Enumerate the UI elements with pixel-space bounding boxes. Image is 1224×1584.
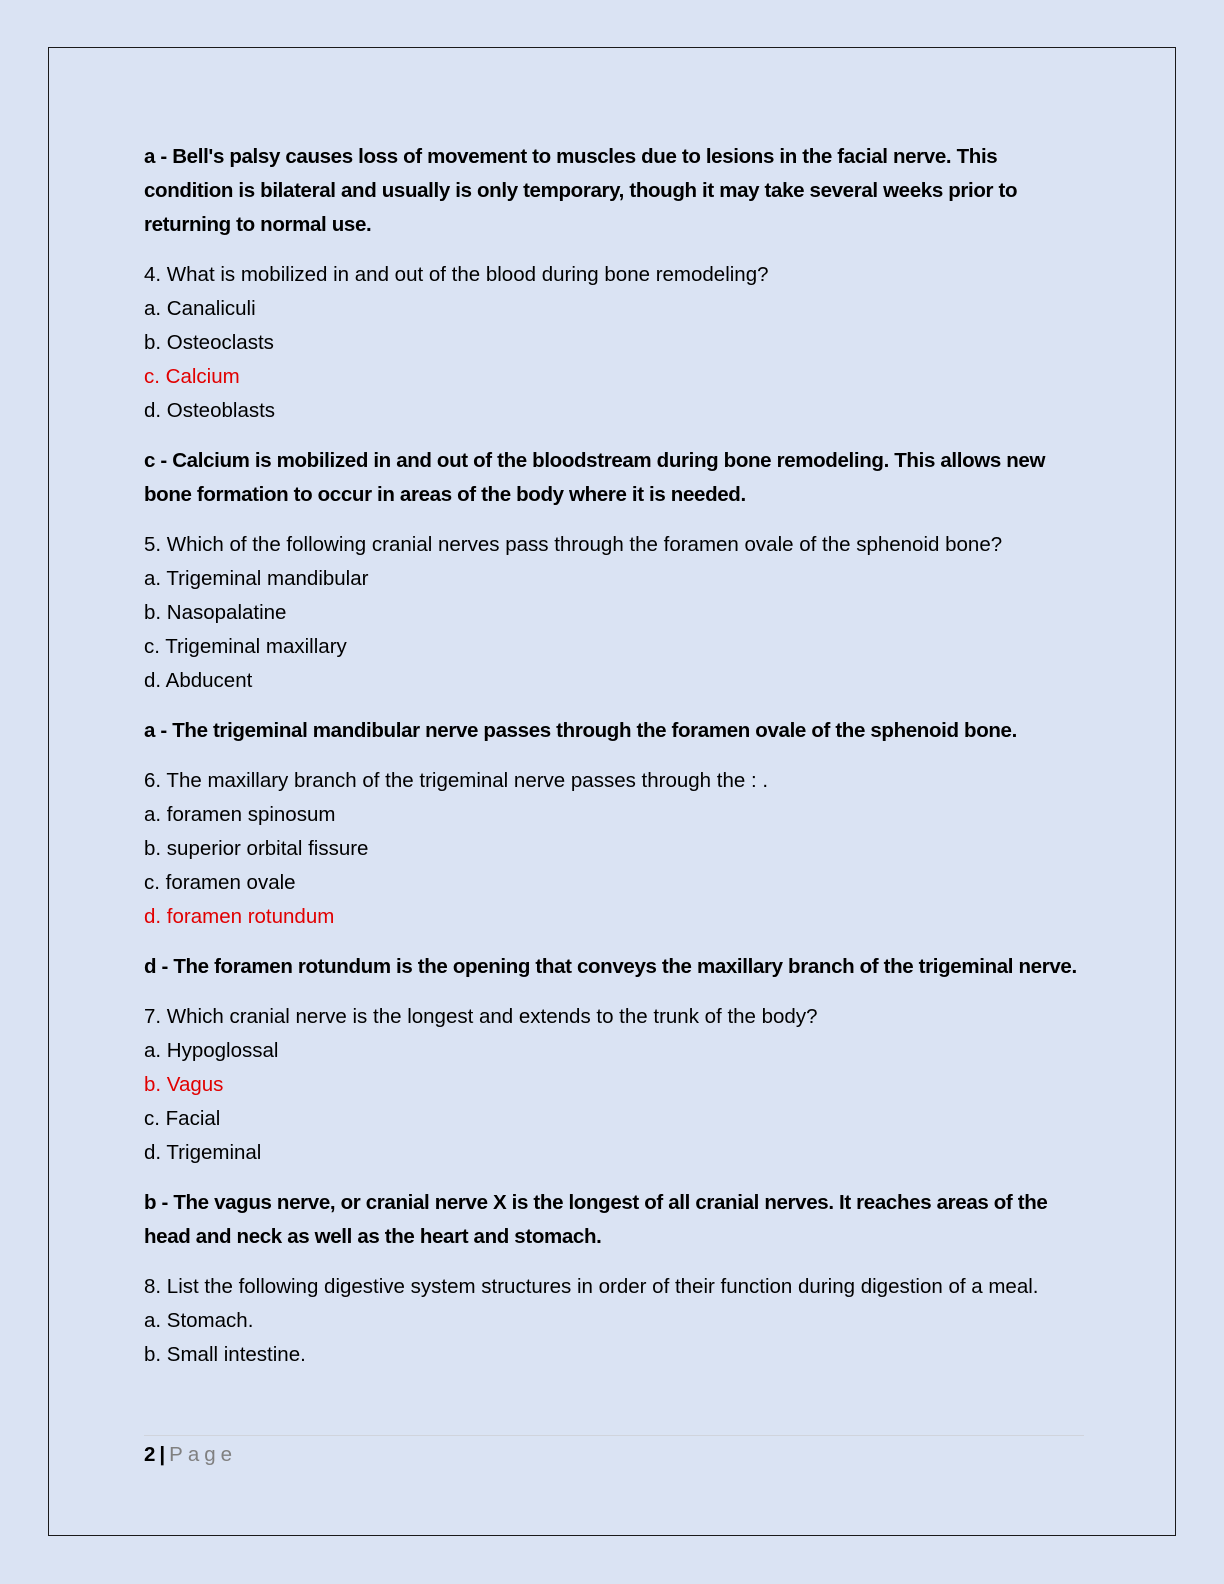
question-6-option-d-correct: d. foramen rotundum [144, 905, 335, 928]
question-6: 6. The maxillary branch of the trigeminal nerve passes through the : . [144, 769, 769, 792]
question-8: 8. List the following digestive system structures in order of their function during digestion of a meal. [144, 1275, 1039, 1298]
question-6-option-c: c. foramen ovale [144, 871, 296, 894]
question-8-option-b: b. Small intestine. [144, 1343, 306, 1366]
explanation-q4: c - Calcium is mobilized in and out of the bloodstream during bone remodeling. This allows new bone formation to occur in areas of the body where it is needed. [144, 449, 1046, 506]
question-5-option-a: a. Trigeminal mandibular [144, 567, 369, 590]
question-5-option-c: c. Trigeminal maxillary [144, 635, 347, 658]
page-number: 2 [144, 1443, 156, 1466]
question-4-option-d: d. Osteoblasts [144, 399, 276, 422]
explanation-q5: a - The trigeminal mandibular nerve passes through the foramen ovale of the sphenoid bone. [144, 719, 1017, 742]
page-label: Page [169, 1443, 238, 1466]
question-8-option-a: a. Stomach. [144, 1309, 254, 1332]
question-7-option-d: d. Trigeminal [144, 1141, 262, 1164]
question-6-option-a: a. foramen spinosum [144, 803, 336, 826]
explanation-q3: a - Bell's palsy causes loss of movement to muscles due to lesions in the facial nerve. This condition is bilateral and usually is only temporary, though it may take several weeks prior to returning to normal use. [144, 145, 1018, 236]
question-7-option-a: a. Hypoglossal [144, 1039, 279, 1062]
question-7-option-c: c. Facial [144, 1107, 221, 1130]
footer-separator: | [159, 1443, 166, 1466]
question-4-option-c-correct: c. Calcium [144, 365, 240, 388]
question-4: 4. What is mobilized in and out of the blood during bone remodeling? [144, 263, 769, 286]
page-footer [144, 1435, 1084, 1472]
question-7: 7. Which cranial nerve is the longest and extends to the trunk of the body? [144, 1005, 818, 1028]
question-4-option-b: b. Osteoclasts [144, 331, 274, 354]
question-5-option-d: d. Abducent [144, 669, 253, 692]
question-4-option-a: a. Canaliculi [144, 297, 256, 320]
question-5: 5. Which of the following cranial nerves pass through the foramen ovale of the sphenoid bone? [144, 533, 1003, 556]
explanation-q7: b - The vagus nerve, or cranial nerve X is the longest of all cranial nerves. It reaches areas of the head and neck as well as the heart and stomach. [144, 1191, 1048, 1248]
question-6-option-b: b. superior orbital fissure [144, 837, 369, 860]
question-7-option-b-correct: b. Vagus [144, 1073, 224, 1096]
explanation-q6: d - The foramen rotundum is the opening that conveys the maxillary branch of the trigeminal nerve. [144, 955, 1077, 978]
page-content [144, 140, 1089, 1372]
question-5-option-b: b. Nasopalatine [144, 601, 287, 624]
